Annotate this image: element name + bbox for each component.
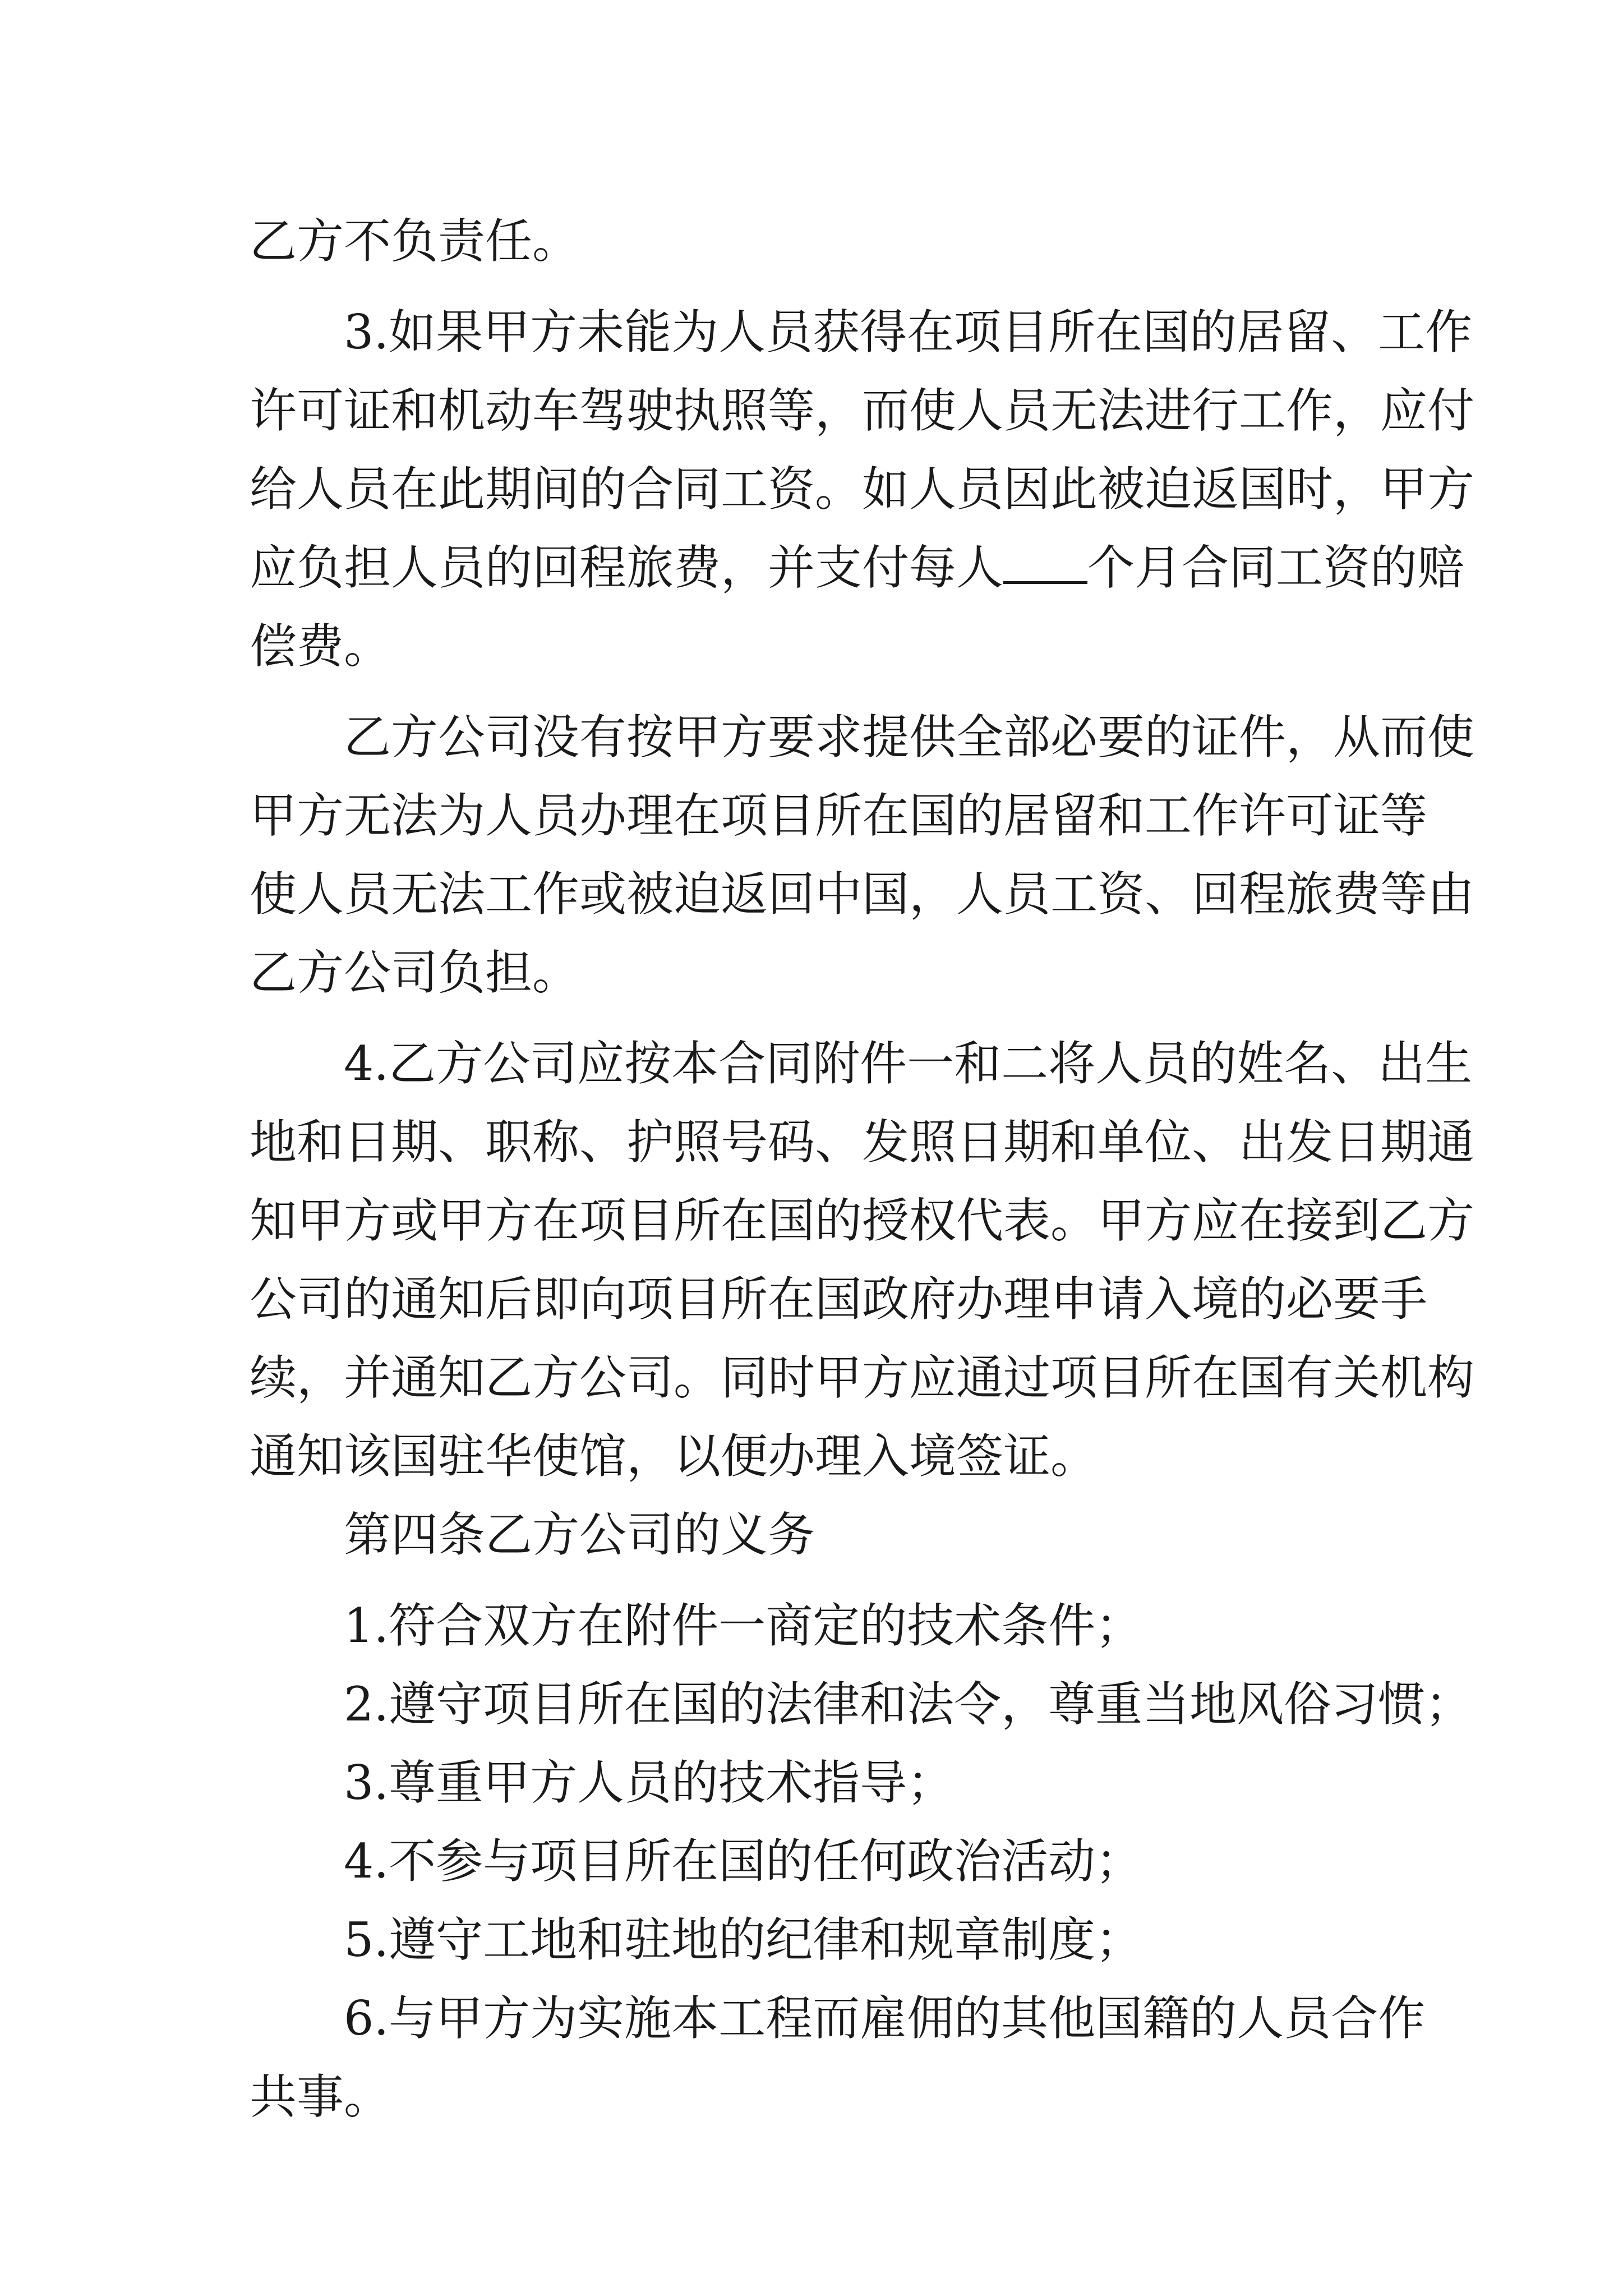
text-line: 甲方无法为人员办理在项目所在国的居留和工作许可证等 (250, 788, 1428, 843)
obligations-list (250, 1586, 1473, 2136)
text-line: 乙方公司没有按甲方要求提供全部必要的证件，从而使 (344, 710, 1475, 765)
text-segment: 个月合同工资的赔 (1087, 540, 1465, 595)
list-item: 4.不参与项目所在国的任何政治活动； (344, 1834, 1143, 1889)
paragraph-party-b-docs (250, 698, 1475, 1012)
text-line: 共事。 (250, 2069, 391, 2124)
text-line: 续，并通知乙方公司。同时甲方应通过项目所在国有关机构 (250, 1350, 1475, 1405)
list-item: 5.遵守工地和驻地的纪律和规章制度； (344, 1912, 1143, 1967)
text-line: 3.如果甲方未能为人员获得在项目所在国的居留、工作 (344, 305, 1473, 360)
text-line: 乙方公司负担。 (250, 945, 580, 1000)
text-line: 4.乙方公司应按本合同附件一和二将人员的姓名、出生 (344, 1036, 1473, 1091)
fill-in-blank (1003, 542, 1087, 584)
text-line: 许可证和机动车驾驶执照等，而使人员无法进行工作，应付 (250, 383, 1475, 438)
text-line: 地和日期、职称、护照号码、发照日期和单位、出发日期通 (250, 1115, 1475, 1170)
list-item: 2.遵守项目所在国的法律和法令，尊重当地风俗习惯； (344, 1677, 1473, 1732)
text-line-with-blank (250, 528, 1465, 607)
text-line: 偿费。 (250, 619, 391, 674)
text-line: 知甲方或甲方在项目所在国的授权代表。甲方应在接到乙方 (250, 1193, 1475, 1248)
article-heading: 第四条乙方公司的义务 (344, 1507, 815, 1562)
text-line: 通知该国驻华使馆，以便办理入境签证。 (250, 1429, 1098, 1484)
text-line: 使人员无法工作或被迫返回中国，人员工资、回程旅费等由 (250, 867, 1475, 922)
text-line: 乙方不负责任。 (250, 214, 580, 269)
list-item: 1.符合双方在附件一商定的技术条件； (344, 1598, 1143, 1653)
text-segment: 应负担人员的回程旅费，并支付每人 (250, 540, 1004, 595)
list-item: 6.与甲方为实施本工程而雇佣的其他国籍的人员合作 (344, 1991, 1426, 2046)
list-item: 3.尊重甲方人员的技术指导； (344, 1755, 955, 1810)
text-line: 公司的通知后即向项目所在国政府办理申请入境的必要手 (250, 1272, 1428, 1327)
paragraph-clause-3 (250, 293, 1475, 685)
text-line: 给人员在此期间的合同工资。如人员因此被迫返国时，甲方 (250, 462, 1475, 517)
document-page (250, 202, 1475, 2136)
paragraph-clause-4 (250, 1024, 1475, 1496)
